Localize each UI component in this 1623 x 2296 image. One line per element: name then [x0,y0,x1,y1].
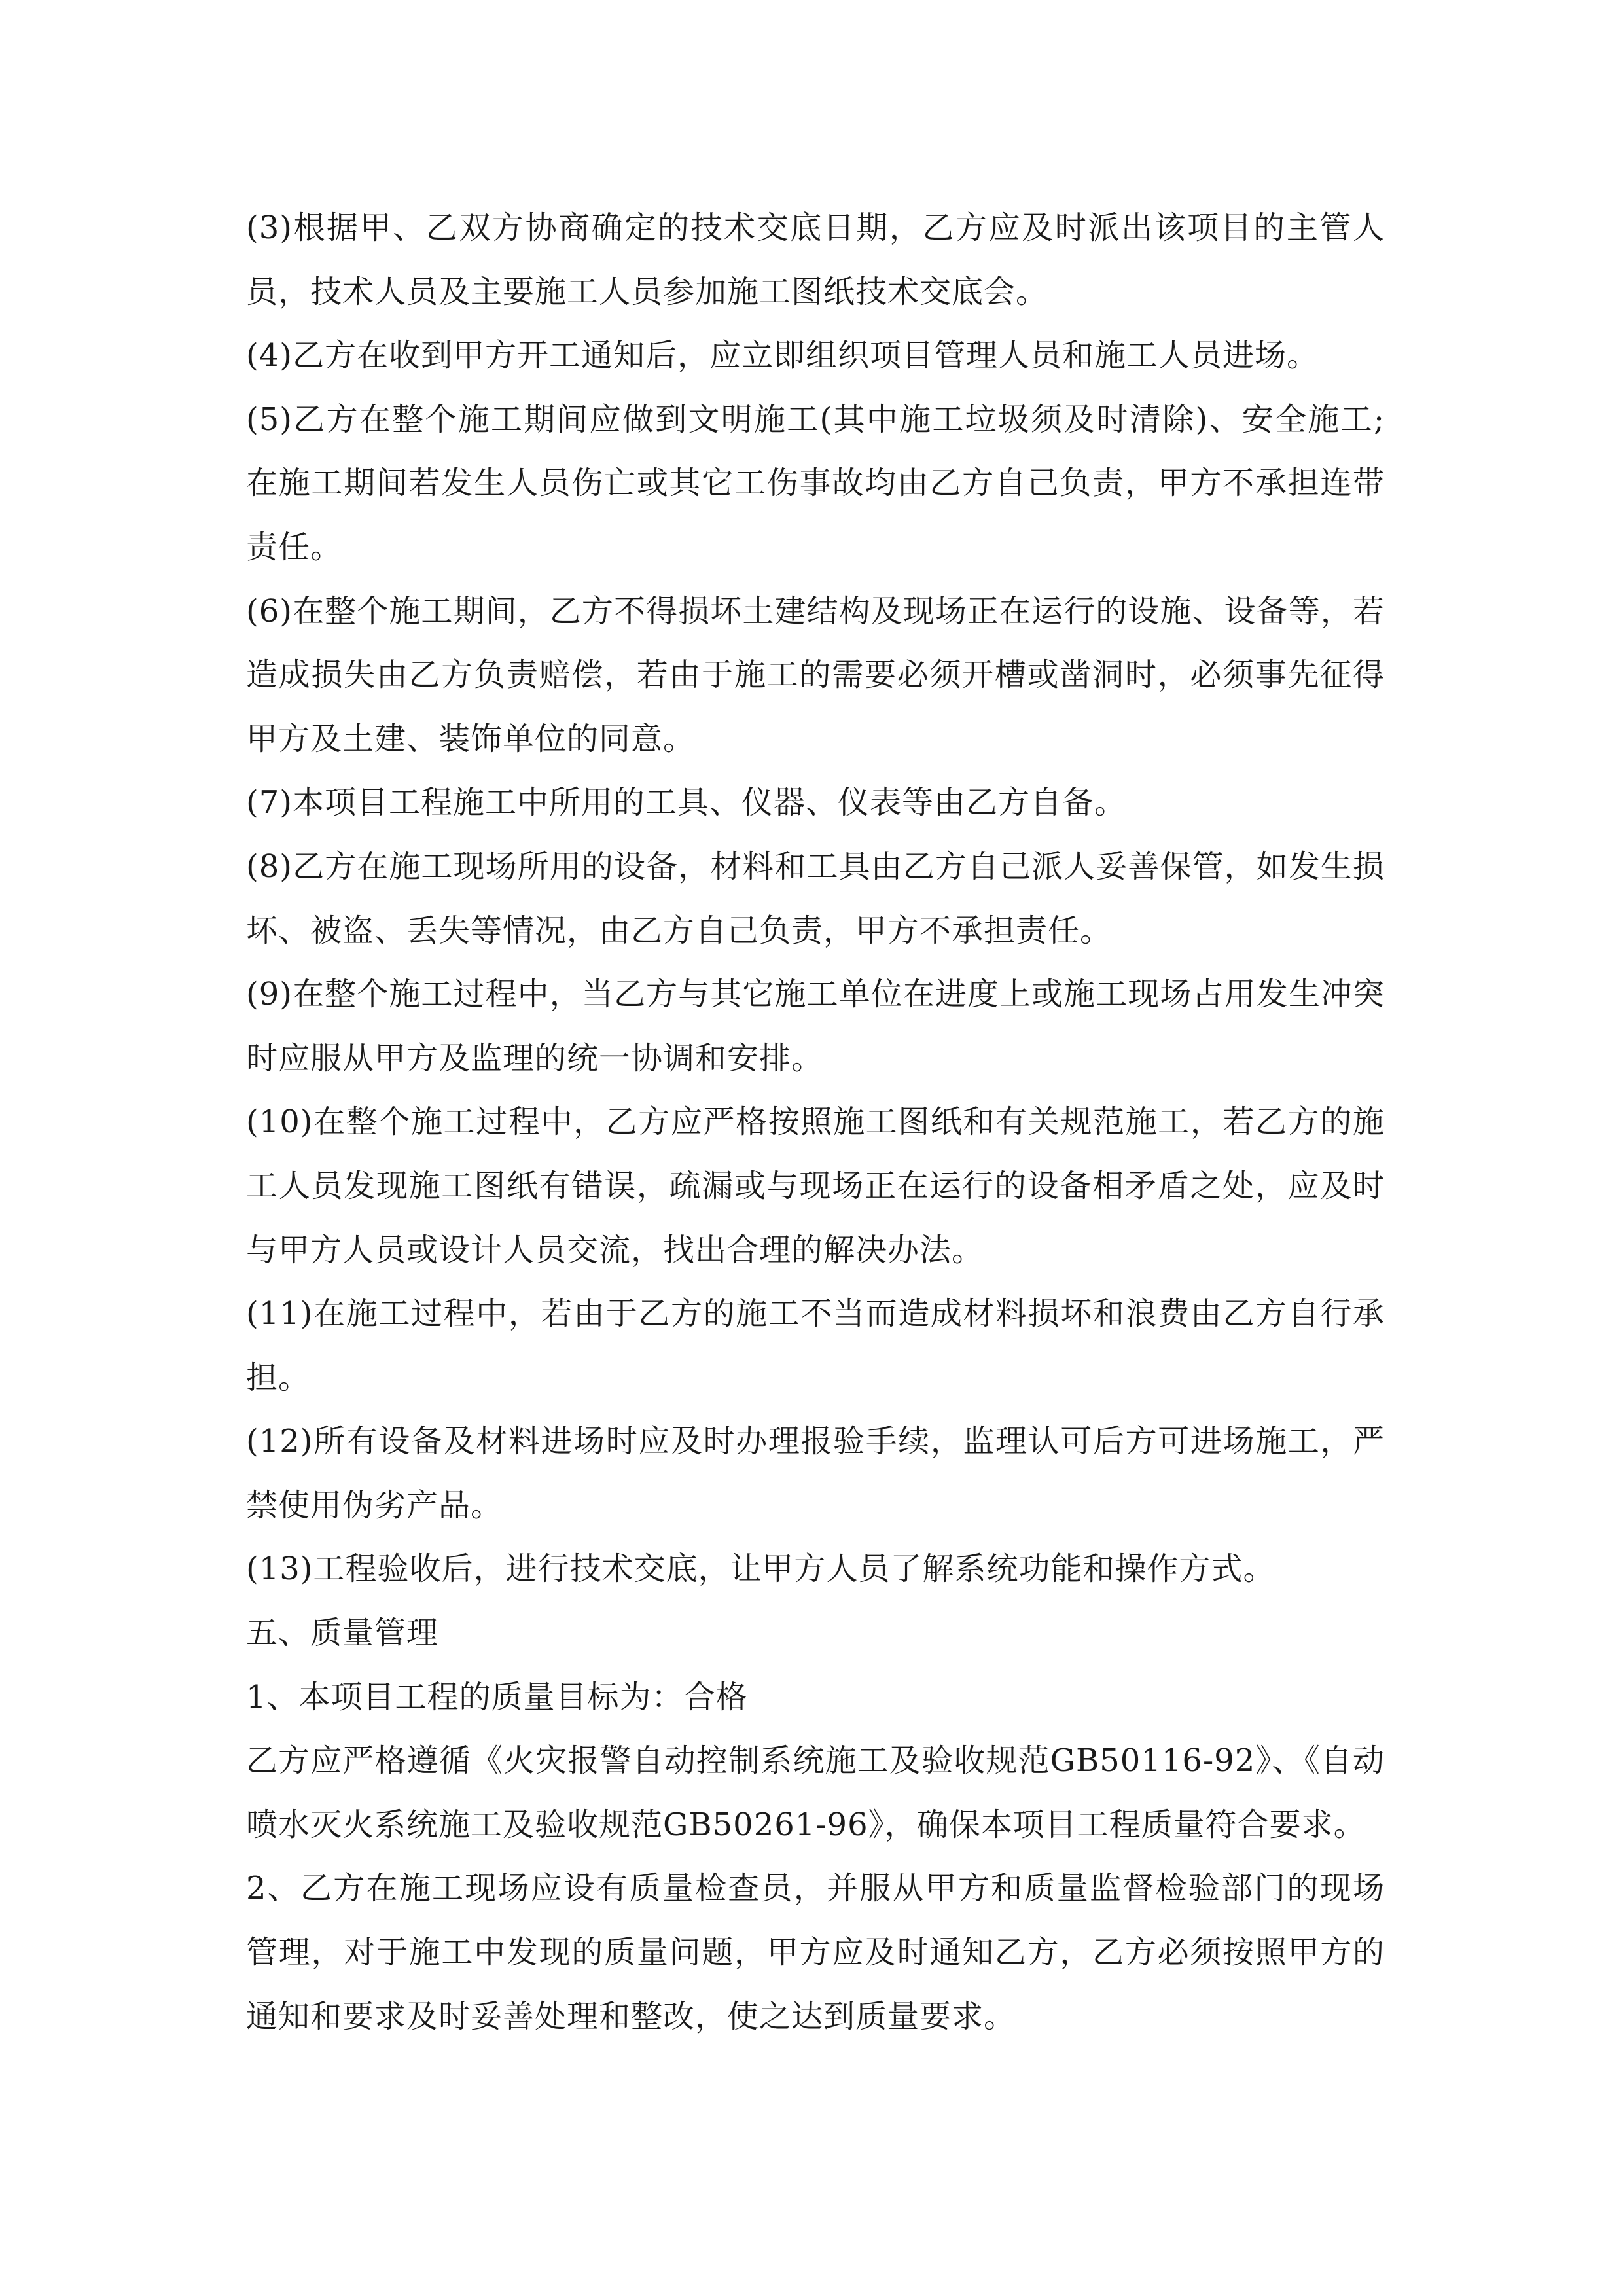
document-body [246,196,1385,2049]
quality-item-1: 1、本项目工程的质量目标为：合格 [246,1678,748,1715]
clause-9: (9)在整个施工过程中，当乙方与其它施工单位在进度上或施工现场占用发生冲突时应服从甲方及监理的统一协调和安排。 [246,976,1385,1077]
clause-12: (12)所有设备及材料进场时应及时办理报验手续，监理认可后方可进场施工，严禁使用伪劣产品。 [246,1423,1385,1524]
clause-11: (11)在施工过程中，若由于乙方的施工不当而造成材料损坏和浪费由乙方自行承担。 [246,1295,1385,1396]
clause-5: (5)乙方在整个施工期间应做到文明施工(其中施工垃圾须及时清除)、安全施工;在施工期间若发生人员伤亡或其它工伤事故均由乙方自己负责，甲方不承担连带责任。 [246,401,1385,565]
quality-standards-paragraph: 乙方应严格遵循《火灾报警自动控制系统施工及验收规范GB50116-92》、《自动喷水灭火系统施工及验收规范GB50261-96》，确保本项目工程质量符合要求。 [246,1742,1385,1843]
clause-10: (10)在整个施工过程中，乙方应严格按照施工图纸和有关规范施工，若乙方的施工人员发现施工图纸有错误，疏漏或与现场正在运行的设备相矛盾之处，应及时与甲方人员或设计人员交流，找出合理的解决办法。 [246,1103,1385,1268]
clause-8: (8)乙方在施工现场所用的设备，材料和工具由乙方自己派人妥善保管，如发生损坏、被盗、丢失等情况，由乙方自己负责，甲方不承担责任。 [246,848,1385,949]
clause-3: (3)根据甲、乙双方协商确定的技术交底日期，乙方应及时派出该项目的主管人员，技术人员及主要施工人员参加施工图纸技术交底会。 [246,209,1385,310]
clause-6: (6)在整个施工期间，乙方不得损坏土建结构及现场正在运行的设施、设备等，若造成损失由乙方负责赔偿，若由于施工的需要必须开槽或凿洞时，必须事先征得甲方及土建、装饰单位的同意。 [246,592,1385,757]
clause-13: (13)工程验收后，进行技术交底，让甲方人员了解系统功能和操作方式。 [246,1551,1275,1588]
quality-item-2: 2、乙方在施工现场应设有质量检查员，并服从甲方和质量监督检验部门的现场管理，对于施工中发现的质量问题，甲方应及时通知乙方，乙方必须按照甲方的通知和要求及时妥善处理和整改，使之达到质量要求。 [246,1870,1385,2035]
clause-4: (4)乙方在收到甲方开工通知后，应立即组织项目管理人员和施工人员进场。 [246,337,1319,374]
clause-7: (7)本项目工程施工中所用的工具、仪器、仪表等由乙方自备。 [246,784,1126,821]
section-heading-quality: 五、质量管理 [246,1615,439,1652]
